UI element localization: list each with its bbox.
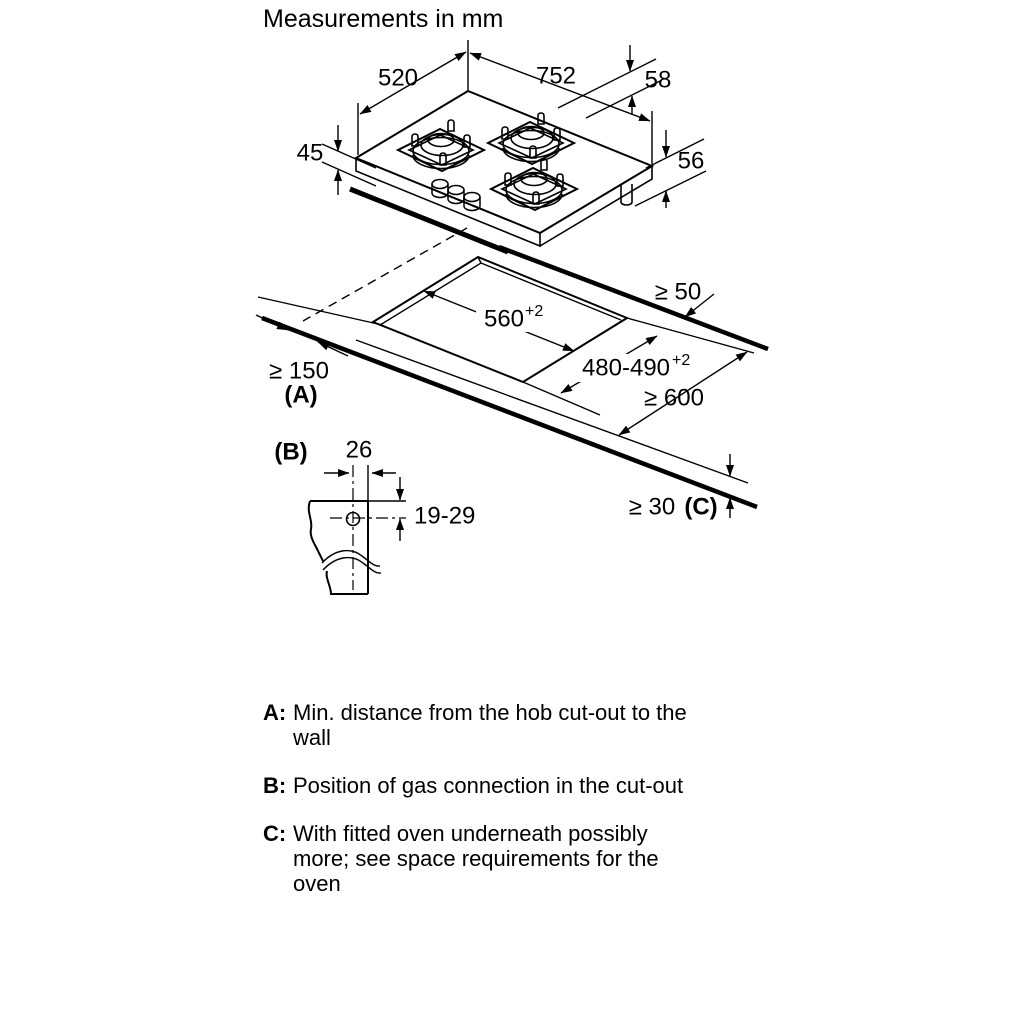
hob-burners (398, 113, 577, 210)
legend-item-b (263, 773, 753, 798)
burner-edge-offset-label: 58 (644, 66, 672, 94)
front-clearance-label: ≥ 30 (628, 493, 676, 521)
cutout-width-label: 560 (483, 305, 525, 333)
legend-key-a: A: (263, 700, 287, 725)
gas-detail-ref: (B) (274, 438, 308, 466)
side-wall-line (258, 297, 378, 324)
back-clearance-label: ≥ 50 (654, 278, 702, 306)
legend-key-b: B: (263, 773, 287, 798)
legend-text-line: With fitted oven underneath possibly (293, 821, 648, 846)
hob-depth-label: 520 (377, 64, 419, 92)
projection-dashed-line (303, 228, 467, 321)
legend-item-a (263, 700, 753, 750)
legend-text-line: oven (293, 871, 341, 896)
worktop-front-edge (262, 318, 757, 507)
hob-drawing (350, 91, 652, 252)
legend-key-c: C: (263, 821, 287, 846)
burner-left (398, 120, 484, 171)
cutout-depth-label: 480-490 (581, 354, 671, 382)
cutout-width-tolerance: +2 (525, 303, 544, 320)
burner-back-right (488, 113, 574, 164)
hob-width-label: 752 (535, 62, 577, 90)
gas-depth-range-label: 19-29 (414, 502, 476, 530)
worktop-back-edge (499, 247, 768, 349)
legend-text-line: Min. distance from the hob cut-out to the (293, 700, 687, 725)
diagram-title: Measurements in mm (263, 5, 504, 33)
cutout-depth-tolerance: +2 (672, 352, 691, 369)
legend (263, 700, 753, 919)
legend-item-c (263, 821, 753, 896)
worktop-drawing (256, 228, 768, 518)
side-clearance-ref: (A) (284, 381, 318, 409)
worktop-depth-label: ≥ 600 (644, 384, 704, 412)
legend-text-line: wall (293, 725, 331, 750)
side-clearance-label: ≥ 150 (269, 357, 329, 385)
hob-front-trim (350, 189, 508, 252)
legend-text-line: more; see space requirements for the (293, 846, 659, 871)
gas-connection-detail (309, 465, 406, 594)
body-height-label: 56 (677, 147, 705, 175)
build-in-depth-label: 45 (296, 139, 324, 167)
burner-front-right (491, 159, 577, 210)
gas-offset-label: 26 (345, 436, 373, 464)
legend-text-line: Position of gas connection in the cut-out (293, 773, 684, 798)
front-clearance-ref: (C) (684, 493, 718, 521)
